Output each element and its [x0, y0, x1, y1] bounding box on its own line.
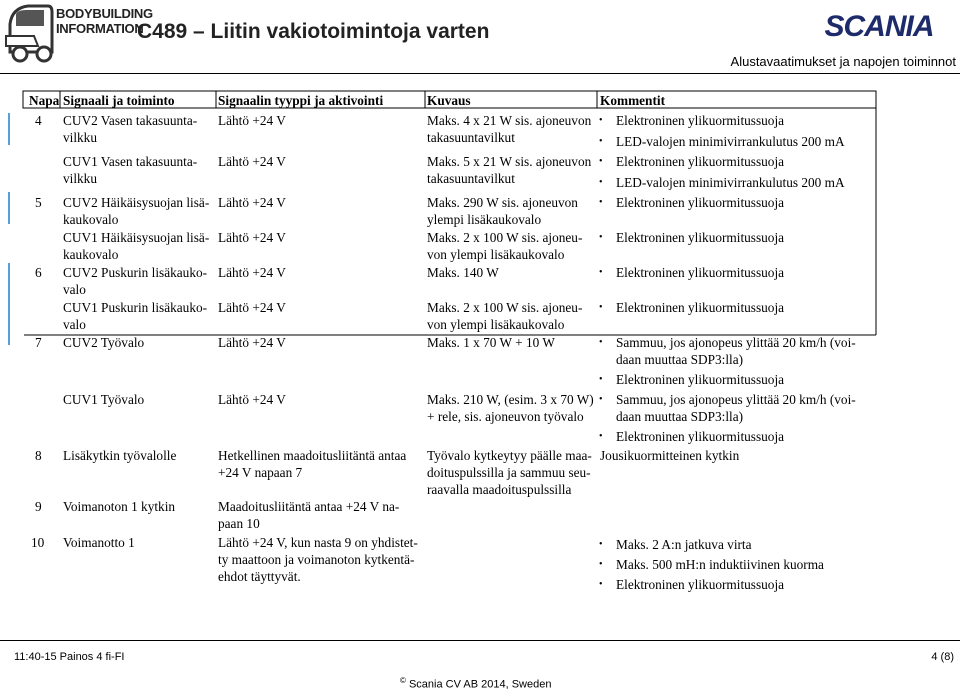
- row-comment: • Sammuu, jos ajonopeus ylittää 20 km/h (voi-: [616, 391, 856, 408]
- row-type: Lähtö +24 V: [218, 195, 286, 210]
- footer-page-number: 4 (8): [931, 651, 954, 663]
- row-signal-line: vilkku: [63, 130, 97, 145]
- row-comment: Jousikuormitteinen kytkin: [600, 448, 740, 463]
- copyright-symbol: ©: [400, 676, 406, 685]
- row-desc-line: Maks. 2 x 100 W sis. ajoneu-: [427, 230, 583, 245]
- row-signal-line: CUV1 Puskurin lisäkauko-: [63, 300, 208, 315]
- row-desc-line: Maks. 2 x 100 W sis. ajoneu-: [427, 300, 583, 315]
- row-comment: • Elektroninen ylikuormitussuoja: [616, 194, 784, 211]
- row-type: Lähtö +24 V: [218, 113, 286, 128]
- row-napa: 9: [35, 499, 42, 514]
- row-napa: 7: [35, 335, 42, 350]
- row-desc-line: ylempi lisäkaukovalo: [427, 212, 542, 227]
- row-signal-line: valo: [63, 317, 86, 332]
- row-type: Maadoitusliitäntä antaa +24 V na-: [218, 499, 400, 514]
- row-comment: • Elektroninen ylikuormitussuoja: [616, 229, 784, 246]
- row-comment: • Elektroninen ylikuormitussuoja: [616, 112, 784, 129]
- row-type: Lähtö +24 V: [218, 335, 286, 350]
- row-comment: • Elektroninen ylikuormitussuoja: [616, 371, 784, 388]
- change-bar: [8, 263, 10, 345]
- row-type: Lähtö +24 V: [218, 265, 286, 280]
- row-signal-line: CUV2 Työvalo: [63, 335, 145, 350]
- row-signal-line: CUV1 Häikäisysuojan lisä-: [63, 230, 210, 245]
- row-type: Lähtö +24 V: [218, 392, 286, 407]
- row-comment: • Elektroninen ylikuormitussuoja: [616, 576, 784, 593]
- row-desc-line: Maks. 5 x 21 W sis. ajoneuvon: [427, 154, 592, 169]
- row-comment: • Elektroninen ylikuormitussuoja: [616, 299, 784, 316]
- document-title: C489 – Liitin vakiotoimintoja varten: [137, 20, 490, 43]
- change-bar: [8, 192, 10, 224]
- row-desc-line: von ylempi lisäkaukovalo: [427, 317, 565, 332]
- footer-edition: 11:40-15 Painos 4 fi-FI: [14, 651, 125, 663]
- row-comment: • Maks. 2 A:n jatkuva virta: [616, 536, 752, 553]
- change-bar: [8, 113, 10, 145]
- row-type: Lähtö +24 V: [218, 154, 286, 169]
- row-desc-line: Työvalo kytkeytyy päälle maa-: [427, 448, 592, 463]
- col-header-description: Kuvaus: [427, 93, 471, 108]
- row-desc-line: Maks. 210 W, (esim. 3 x 70 W): [427, 392, 594, 407]
- row-napa: 6: [35, 265, 42, 280]
- row-type: Lähtö +24 V: [218, 230, 286, 245]
- col-header-signal: Signaali ja toiminto: [63, 93, 175, 108]
- row-desc-line: von ylempi lisäkaukovalo: [427, 247, 565, 262]
- copyright-text: Scania CV AB 2014, Sweden: [408, 678, 552, 691]
- footer-copyright: [400, 676, 551, 691]
- row-napa: 10: [31, 535, 45, 550]
- row-desc-line: + rele, sis. ajoneuvon työvalo: [427, 409, 584, 424]
- row-signal-line: valo: [63, 282, 86, 297]
- col-header-comments: Kommentit: [600, 93, 665, 108]
- row-type: +24 V napaan 7: [218, 465, 303, 480]
- row-comment: • LED-valojen minimivirrankulutus 200 mA: [616, 174, 845, 191]
- row-type: Hetkellinen maadoitusliitäntä antaa: [218, 448, 407, 463]
- row-comment: • Elektroninen ylikuormitussuoja: [616, 153, 784, 170]
- row-signal-line: Voimanotto 1: [63, 535, 135, 550]
- row-signal-line: Voimanoton 1 kytkin: [63, 499, 176, 514]
- row-signal-line: Lisäkytkin työvalolle: [63, 448, 177, 463]
- row-napa: 8: [35, 448, 42, 463]
- row-comment: • Sammuu, jos ajonopeus ylittää 20 km/h (voi-: [616, 334, 856, 351]
- row-desc-line: Maks. 4 x 21 W sis. ajoneuvon: [427, 113, 592, 128]
- row-napa: 5: [35, 195, 42, 210]
- row-type: Lähtö +24 V, kun nasta 9 on yhdistet-: [218, 535, 418, 550]
- logo-line1: BODYBUILDING: [56, 6, 153, 21]
- col-header-type: Signaalin tyyppi ja aktivointi: [218, 93, 384, 108]
- logo-line2: INFORMATION: [56, 21, 144, 36]
- row-signal-line: kaukovalo: [63, 247, 119, 262]
- row-type: Lähtö +24 V: [218, 300, 286, 315]
- row-signal-line: CUV2 Puskurin lisäkauko-: [63, 265, 208, 280]
- row-signal-line: CUV2 Häikäisysuojan lisä-: [63, 195, 210, 210]
- row-comment: • Maks. 500 mH:n induktiivinen kuorma: [616, 556, 824, 573]
- row-signal-line: CUV1 Vasen takasuunta-: [63, 154, 198, 169]
- row-desc-line: Maks. 140 W: [427, 265, 499, 280]
- row-napa: 4: [35, 113, 42, 128]
- row-signal-line: CUV2 Vasen takasuunta-: [63, 113, 198, 128]
- col-header-napa: Napa: [29, 93, 60, 108]
- row-comment: • Elektroninen ylikuormitussuoja: [616, 264, 784, 281]
- footer-divider: [0, 640, 960, 641]
- row-comment-continued: daan muuttaa SDP3:lla): [616, 409, 744, 424]
- document-subtitle: Alustavaatimukset ja napojen toiminnot: [730, 54, 956, 69]
- row-desc-line: Maks. 1 x 70 W + 10 W: [427, 335, 555, 350]
- row-comment: • Elektroninen ylikuormitussuoja: [616, 428, 784, 445]
- row-desc-line: takasuuntavilkut: [427, 171, 515, 186]
- row-signal-line: kaukovalo: [63, 212, 119, 227]
- row-desc-line: raavalla maadoituspulssilla: [427, 482, 572, 497]
- row-type: ty maattoon ja voimanoton kytkentä-: [218, 552, 415, 567]
- row-type: paan 10: [218, 516, 260, 531]
- brand-wordmark: SCANIA: [824, 10, 934, 40]
- row-desc-line: doituspulssilla ja sammuu seu-: [427, 465, 591, 480]
- row-signal-line: CUV1 Työvalo: [63, 392, 145, 407]
- row-desc-line: Maks. 290 W sis. ajoneuvon: [427, 195, 578, 210]
- row-comment: • LED-valojen minimivirrankulutus 200 mA: [616, 133, 845, 150]
- row-comment-continued: daan muuttaa SDP3:lla): [616, 352, 744, 367]
- row-signal-line: vilkku: [63, 171, 97, 186]
- row-type: ehdot täyttyvät.: [218, 569, 301, 584]
- row-desc-line: takasuuntavilkut: [427, 130, 515, 145]
